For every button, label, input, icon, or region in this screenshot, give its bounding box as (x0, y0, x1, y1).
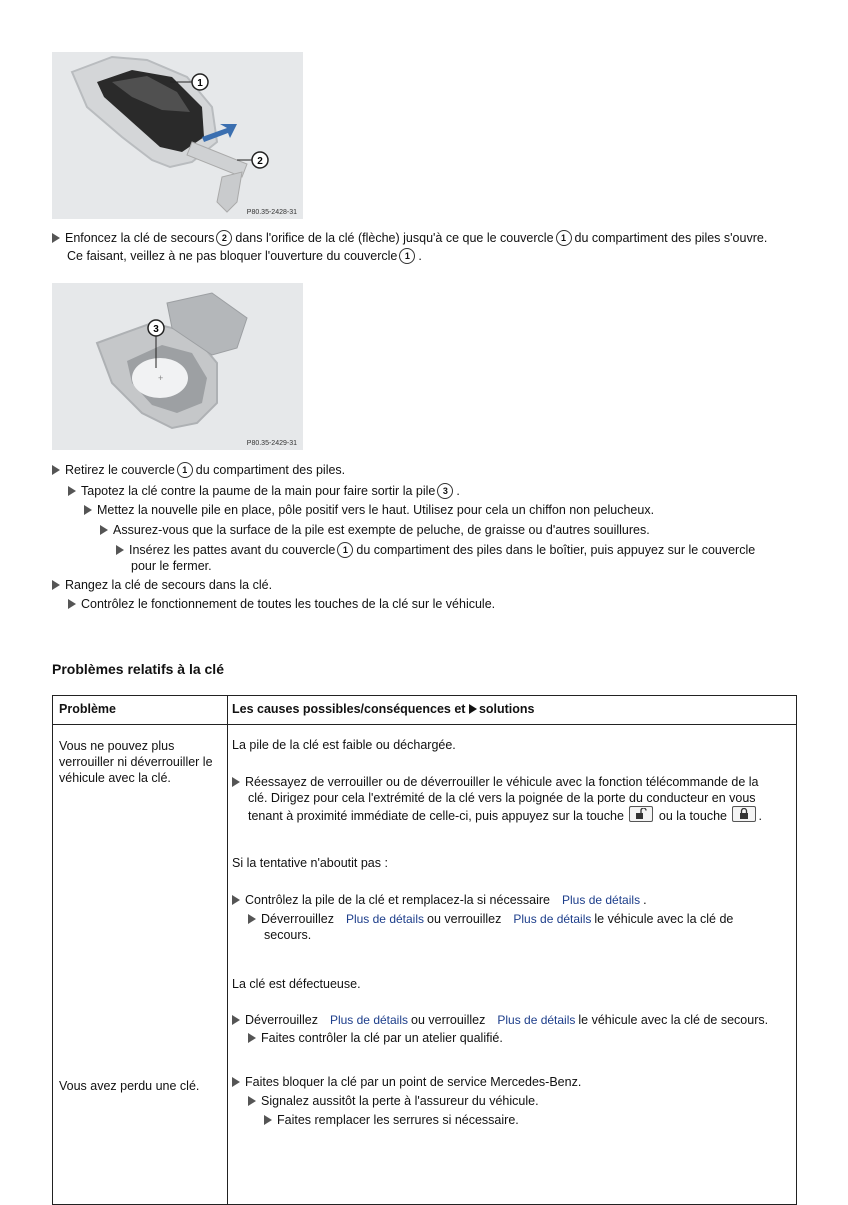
step-insert-key-note: Ce faisant, veillez à ne pas bloquer l'ouverture du couvercle 1 . (67, 249, 422, 263)
step-tap-key: Tapotez la clé contre la paume de la main pour faire sortir la pile 3 . (68, 483, 460, 499)
bullet-arrow-icon (264, 1115, 272, 1125)
step-insert-battery: Mettez la nouvelle pile en place, pôle positif vers le haut. Utilisez pour cela un chiffon non pelucheux. (84, 502, 654, 518)
solution-workshop: Faites contrôler la clé par un atelier qualifié. (248, 1030, 503, 1046)
details-link[interactable]: Plus de détails (329, 1013, 408, 1027)
details-link[interactable]: Plus de détails (345, 912, 424, 926)
bullet-arrow-icon (68, 599, 76, 609)
step-store-key: Rangez la clé de secours dans la clé. (52, 577, 272, 593)
bullet-arrow-icon (232, 1015, 240, 1025)
step-check-surface: Assurez-vous que la surface de la pile est exempte de peluche, de graisse ou d'autres souillures. (100, 522, 650, 538)
solution-emergency-key: Déverrouillez Plus de détails ou verrouillez Plus de détails le véhicule avec la clé de secours. (248, 911, 733, 943)
solution-block-key: Faites bloquer la clé par un point de service Mercedes-Benz. (232, 1074, 581, 1090)
callout-ref-2: 2 (216, 230, 232, 246)
callout-ref-3: 3 (437, 483, 453, 499)
col-header-causes: Les causes possibles/conséquences et solutions (232, 702, 535, 716)
problem-cell-1: Vous ne pouvez plus verrouiller ni déverrouiller le véhicule avec la clé. (59, 739, 213, 785)
svg-text:+: + (158, 373, 164, 383)
cause-attempt-failed: Si la tentative n'aboutit pas : (232, 856, 388, 870)
bullet-arrow-icon (248, 1096, 256, 1106)
bullet-arrow-icon (232, 1077, 240, 1087)
step-insert-cover-cont: pour le fermer. (131, 559, 212, 573)
bullet-arrow-icon (248, 914, 256, 924)
solution-check-battery: Contrôlez la pile de la clé et remplacez-la si nécessaire Plus de détails . (232, 892, 647, 908)
solution-remote: Réessayez de verrouiller ou de déverrouiller le véhicule avec la fonction télécommande de la clé. Dirigez pour cela l'extrémité de la clé vers la poignée de la porte du conducteur en vous tenant à proximité immédiate de celle-ci, puis appuyez sur la touche ou la touche . (232, 774, 762, 824)
section-title: Problèmes relatifs à la clé (52, 661, 224, 677)
bullet-arrow-icon (232, 895, 240, 905)
col-header-problem: Problème (59, 702, 116, 716)
cause-battery-low: La pile de la clé est faible ou déchargée. (232, 738, 456, 752)
bullet-arrow-icon (52, 465, 60, 475)
callout-1: 1 (197, 78, 203, 89)
lock-button-icon (732, 806, 756, 822)
unlock-button-icon (629, 806, 653, 822)
callout-ref-1: 1 (556, 230, 572, 246)
callout-ref-1: 1 (177, 462, 193, 478)
bullet-arrow-icon (84, 505, 92, 515)
step-insert-cover: Insérez les pattes avant du couvercle 1 du compartiment des piles dans le boîtier, puis appuyez sur le couvercle (116, 542, 755, 558)
arrow-icon (469, 704, 477, 714)
bullet-arrow-icon (116, 545, 124, 555)
figure-code: P80.35-2429-31 (246, 440, 297, 447)
step-insert-key: Enfoncez la clé de secours 2 dans l'orifice de la clé (flèche) jusqu'à ce que le couvercle 1 du compartiment des piles s'ouvre. (52, 230, 767, 246)
bullet-arrow-icon (68, 486, 76, 496)
callout-ref-1: 1 (399, 248, 415, 264)
solution-use-emergency-key: Déverrouillez Plus de détails ou verrouillez Plus de détails le véhicule avec la clé de secours. (232, 1012, 768, 1028)
figure-code: P80.35-2428-31 (246, 209, 297, 216)
details-link[interactable]: Plus de détails (497, 1013, 576, 1027)
cause-key-defective: La clé est défectueuse. (232, 977, 361, 991)
bullet-arrow-icon (232, 777, 240, 787)
solution-replace-locks: Faites remplacer les serrures si nécessaire. (264, 1112, 519, 1128)
callout-ref-1: 1 (337, 542, 353, 558)
key-illustration-1 (52, 52, 303, 219)
bullet-arrow-icon (52, 233, 60, 243)
bullet-arrow-icon (52, 580, 60, 590)
bullet-arrow-icon (100, 525, 108, 535)
problem-cell-2: Vous avez perdu une clé. (59, 1079, 200, 1093)
details-link[interactable]: Plus de détails (513, 912, 592, 926)
step-check-buttons: Contrôlez le fonctionnement de toutes les touches de la clé sur le véhicule. (68, 596, 495, 612)
details-link[interactable]: Plus de détails (562, 893, 641, 907)
bullet-arrow-icon (248, 1033, 256, 1043)
key-illustration-2 (52, 283, 303, 450)
step-remove-cover: Retirez le couvercle 1 du compartiment des piles. (52, 462, 345, 478)
callout-3: 3 (153, 324, 159, 335)
solution-report-loss: Signalez aussitôt la perte à l'assureur du véhicule. (248, 1093, 539, 1109)
figure-key-emergency (52, 52, 303, 219)
callout-2: 2 (257, 156, 263, 167)
problems-table (52, 695, 797, 1205)
figure-battery-compartment (52, 283, 303, 450)
